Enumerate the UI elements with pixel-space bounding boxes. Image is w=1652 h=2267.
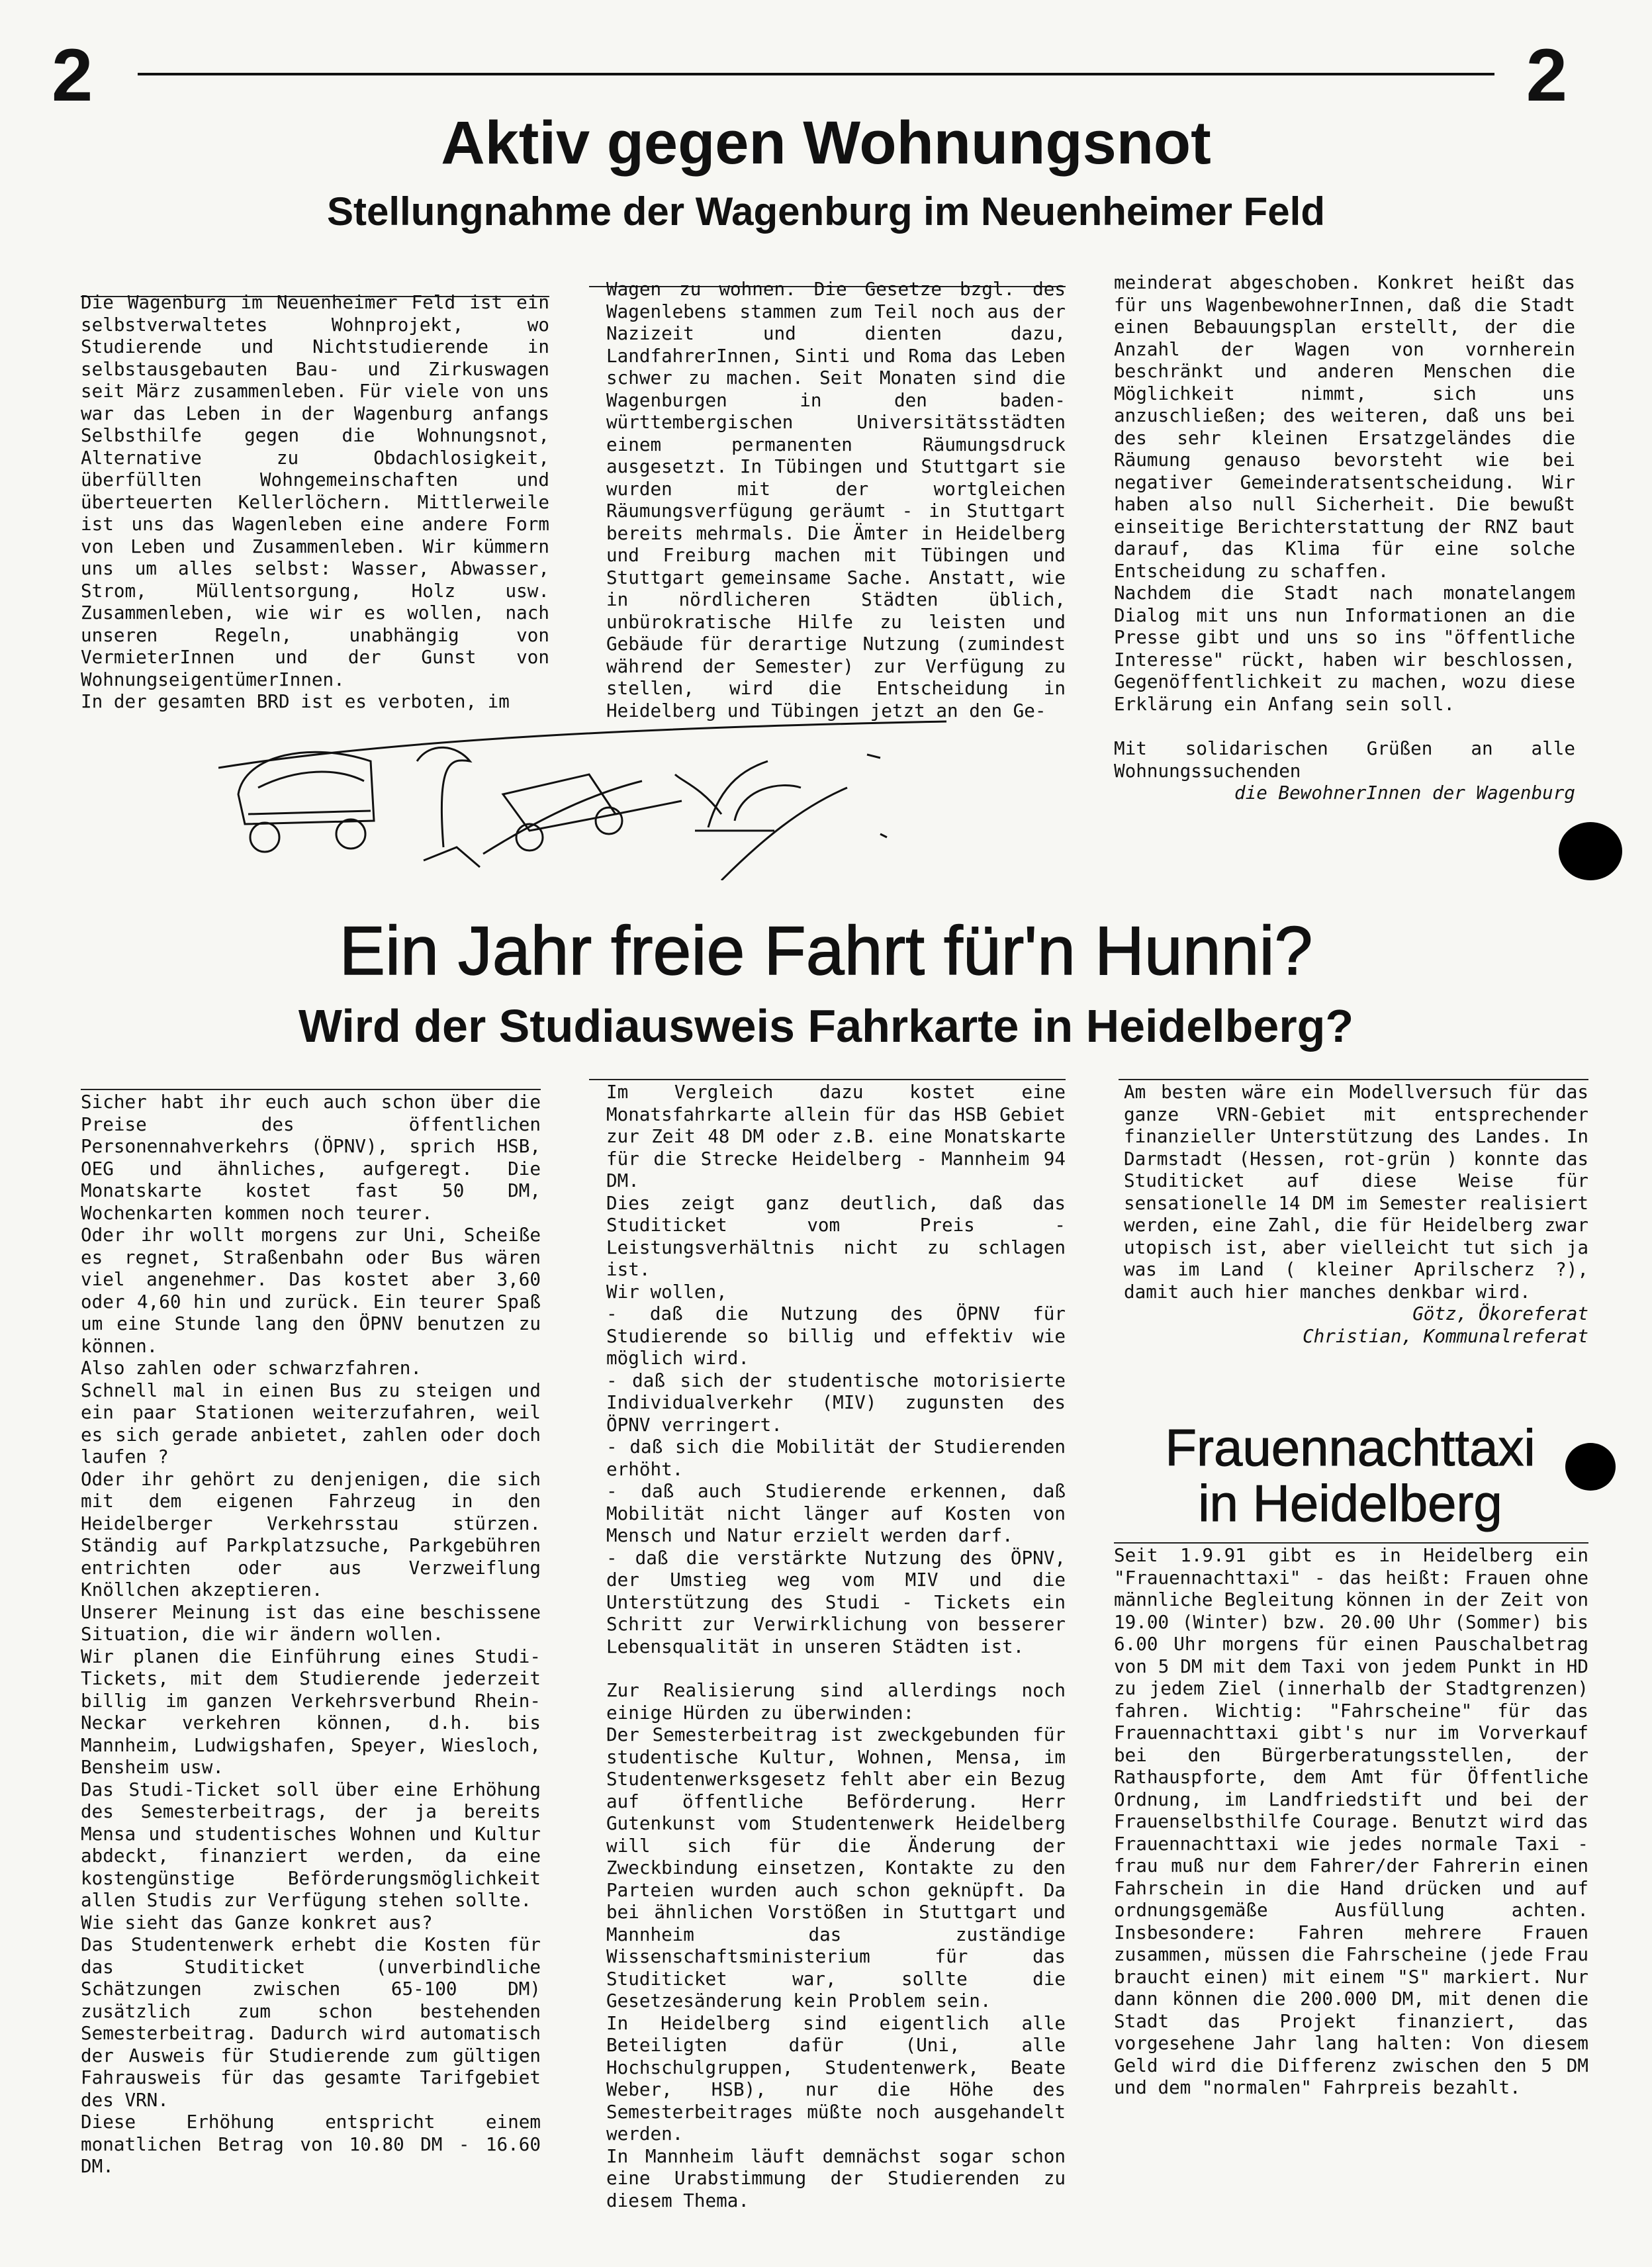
signature: die BewohnerInnen der Wagenburg: [1234, 782, 1575, 804]
list-item: - daß sich der studentische motorisierte Individualverkehr (MIV) zugunsten des ÖPNV verringert.: [606, 1369, 1066, 1436]
paragraph: Dies zeigt ganz deutlich, daß das Studiticket vom Preis - Leistungsverhältnis nicht zu schlagen ist.: [606, 1191, 1066, 1280]
paragraph: In Heidelberg sind eigentlich alle Beteiligten dafür (Uni, alle Hochschulgruppen, Studentenwerk, Beate Weber, HSB), nur die Höhe des Semesterbeitrages müßte noch ausgehandelt werden.: [606, 2012, 1066, 2145]
article2-column-2: [606, 1081, 1066, 2211]
paragraph: Das Studi-Ticket soll über eine Erhöhung des Semesterbeitrags, der ja bereits Mensa und studentisches Wohnen und Kultur abdeckt, finanziert werden, da eine kostengünstige Beförderungsmöglichkeit allen Studis zur Verfügung stehen sollte.: [81, 1778, 541, 1911]
column-rule: [1114, 1542, 1588, 1544]
paragraph: In Mannheim läuft demnächst sogar schon eine Urabstimmung der Studierenden zu diesem Thema.: [606, 2145, 1066, 2211]
signature: Christian, Kommunalreferat: [1303, 1324, 1588, 1347]
paragraph: Das Studentenwerk erhebt die Kosten für das Studiticket (unverbindliche Schätzungen zwischen 65-100 DM) zusätzlich zum schon bestehenden Semesterbeitrag. Dadurch wird automatisch der Ausweis für Studierende zum gültigen Fahrausweis für das gesamte Tarifgebiet des VRN.: [81, 1933, 541, 2111]
paragraph: In der gesamten BRD ist es verboten, im: [81, 690, 510, 712]
list-item: - daß auch Studierende erkennen, daß Mobilität nicht länger auf Kosten von Mensch und Natur erzielt werden darf.: [606, 1480, 1066, 1546]
paragraph: Am besten wäre ein Modellversuch für das ganze VRN-Gebiet mit entsprechender finanzieller Unterstützung des Landes. In Darmstadt (Hessen, rot-grün ) konnte das Studiticket auf diese Weise für sensationelle 14 DM im Semester realisiert werden, eine Zahl, die für Heidelberg zwar utopisch ist, aber vielleicht tut sich ja was im Land ( kleiner Aprilscherz ?), damit auch hier manches denkbar wird.: [1124, 1081, 1588, 1303]
column-rule: [589, 1079, 1066, 1080]
paragraph: Seit 1.9.91 gibt es in Heidelberg ein "Frauennachttaxi" - das heißt: Frauen ohne männliche Begleitung können in der Zeit von 19.00 (Winter) bzw. 20.00 Uhr (Sommer) bis 6.00 Uhr morgens für einen Pauschalbetrag von 5 DM mit dem Taxi von jedem Punkt in HD zu jedem Ziel (innerhalb der Stadtgrenzen) fahren. Wichtig: "Fahrscheine" für das Frauennachttaxi gibt's nur im Vorverkauf bei den Bürgerberatungsstellen, der Rathauspforte, dem Amt für Öffentliche Ordnung, im Landfriedstift und bei der Frauenselbsthilfe Courage. Benutzt wird das Frauennachttaxi wie jedes normale Taxi - frau muß nur dem Fahrer/der Fahrerin einen Fahrschein in die Hand drücken und auf ordnungsgemäße Ausfüllung achten. Insbesondere: Fahren mehrere Frauen zusammen, müssen die Fahrscheine (jede Frau braucht einen) mit einem "S" markiert. Nur dann können die 200.000 DM, mit denen die Stadt das Projekt finanziert, das vorgesehene Jahr lang halten: Von diesem Geld wird die Differenz zwischen den 5 DM und dem "normalen" Fahrpreis bezahlt.: [1114, 1544, 1588, 2098]
article1-column-3: [1114, 271, 1575, 804]
paragraph: Zur Realisierung sind allerdings noch einige Hürden zu überwinden:: [606, 1679, 1066, 1724]
paragraph: Schnell mal in einen Bus zu steigen und ein paar Stationen weiterzufahren, weil es sich gerade anbietet, zahlen oder doch laufen ?: [81, 1379, 541, 1467]
article2-subtitle: Wird der Studiausweis Fahrkarte in Heidelberg?: [298, 1000, 1354, 1052]
header-rule: [138, 73, 1494, 75]
paragraph: Sicher habt ihr euch auch schon über die Preise des öffentlichen Personennahverkehrs (ÖPNV), sprich HSB, OEG und ähnliches, aufgeregt. Die Monatskarte kostet fast 50 DM, Wochenkarten kommen noch teurer.: [81, 1091, 541, 1224]
article2-column-3: [1124, 1081, 1588, 1347]
paragraph: Also zahlen oder schwarzfahren.: [81, 1357, 422, 1379]
article3-title-line-1: Frauennachttaxi: [1165, 1418, 1536, 1477]
ink-blot: [1565, 1443, 1616, 1491]
article3-title: [1112, 1420, 1588, 1531]
paragraph: Im Vergleich dazu kostet eine Monatsfahrkarte allein für das HSB Gebiet zur Zeit 48 DM oder z.B. eine Monatskarte für die Strecke Heidelberg - Mannheim 94 DM.: [606, 1081, 1066, 1191]
article1-column-1: [81, 291, 549, 713]
paragraph: Die Wagenburg im Neuenheimer Feld ist ein selbstverwaltetes Wohnprojekt, wo Studierende und Nichtstudierende in selbstausgebauten Bau- und Zirkuswagen seit März zusammenleben. Für viele von uns war das Leben in der Wagenburg anfangs Selbsthilfe gegen die Wohnungsnot, Alternative zu Obdachlosigkeit, überfüllten Wohngemeinschaften und überteuerten Kellerlöchern. Mittlerweile ist uns das Wagenleben eine andere Form von Leben und Zusammenleben. Wir kümmern uns um alles selbst: Wasser, Abwasser, Strom, Müllentsorgung, Holz usw. Zusammenleben, wie wir es wollen, nach unseren Regeln, unabhängig von VermieterInnen und der Gunst von WohnungseigentümerInnen.: [81, 291, 549, 690]
signature: Götz, Ökoreferat: [1412, 1303, 1588, 1324]
paragraph: Wir planen die Einführung eines Studi-Tickets, mit dem Studierende jederzeit billig im ganzen Verkehrsverbund Rhein-Neckar verkehren können, d.h. bis Mannheim, Ludwigshafen, Speyer, Wiesloch, Bensheim usw.: [81, 1645, 541, 1778]
paragraph: meinderat abgeschoben. Konkret heißt das für uns WagenbewohnerInnen, daß die Stadt einen Bebauungsplan erstellt, der die Anzahl der Wagen von vornherein beschränkt und anderen Menschen die Möglichkeit nimmt, sich uns anzuschließen; des weiteren, daß uns bei des sehr kleinen Ersatzgeländes die Räumung genauso bevorsteht wie bei negativer Gemeinderatsentscheidung. Wir haben also null Sicherheit. Die bewußt einseitige Berichterstattung der RNZ baut darauf, das Klima für eine solche Entscheidung zu schaffen.: [1114, 271, 1575, 582]
article1-subtitle: Stellungnahme der Wagenburg im Neuenheimer Feld: [327, 189, 1325, 234]
paragraph: Wagen zu wohnen. Die Gesetze bzgl. des Wagenlebens stammen zum Teil noch aus der Nazizeit und dienten dazu, LandfahrerInnen, Sinti und Roma das Leben schwer zu machen. Seit Monaten sind die Wagenburgen in den baden-württembergischen Universitätsstädten einem permanenten Räumungsdruck ausgesetzt. In Tübingen und Stuttgart sie wurden mit der wortgleichen Räumungsverfügung geräumt - in Stuttgart bereits mehrmals. Die Ämter in Heidelberg und Freiburg machen mit Tübingen und Stuttgart gemeinsame Sache. Anstatt, wie in nördlicheren Städten üblich, unbürokratische Hilfe zu leisten und Gebäude für derartige Nutzung (zumindest während der Semester) zur Verfügung zu stellen, wird die Entscheidung in Heidelberg und Tübingen jetzt an den Ge-: [606, 278, 1066, 721]
paragraph: Der Semesterbeitrag ist zweckgebunden für studentische Kultur, Wohnen, Mensa, im Studentenwerksgesetz fehlt aber ein Bezug auf öffentliche Beförderung. Herr Gutenkunst vom Studentenwerk Heidelberg will sich für die Änderung der Zweckbindung einsetzen, Kontakte zu den Parteien wurden auch schon geknüpft. Da bei ähnlichen Vorstößen in Stuttgart und Mannheim das zuständige Wissenschaftsministerium für das Studiticket war, sollte die Gesetzesänderung kein Problem sein.: [606, 1724, 1066, 2012]
article2-title: Ein Jahr freie Fahrt für'n Hunni?: [339, 913, 1313, 990]
greeting: Mit solidarischen Grüßen an alle Wohnungssuchenden: [1114, 737, 1575, 782]
paragraph: Wie sieht das Ganze konkret aus?: [81, 1911, 433, 1933]
article3-body: [1114, 1544, 1588, 2099]
wagon-sketch-illustration: [218, 715, 953, 880]
paragraph: Wir wollen,: [606, 1280, 727, 1303]
article1-title: Aktiv gegen Wohnungsnot: [441, 109, 1211, 177]
paragraph: Nachdem die Stadt nach monatelangem Dialog mit uns nun Informationen an die Presse gibt und uns so ins "öffentliche Interesse" rückt, haben wir beschlossen, Gegenöffentlichkeit zu machen, wozu diese Erklärung ein Anfang sein soll.: [1114, 582, 1575, 715]
list-item: - daß die verstärkte Nutzung des ÖPNV, der Umstieg weg vom MIV und die Unterstützung des Studi - Tickets ein Schritt zur Verwirklichung von besserer Lebensqualität in unseren Städten ist.: [606, 1546, 1066, 1657]
article3-title-line-2: in Heidelberg: [1198, 1474, 1502, 1533]
paragraph: Oder ihr gehört zu denjenigen, die sich mit dem eigenen Fahrzeug in den Heidelberger Verkehrsstau stürzen. Ständig auf Parkplatzsuche, Parkgebühren entrichten oder aus Verzweiflung Knöllchen akzeptieren.: [81, 1467, 541, 1600]
article2-column-1: [81, 1091, 541, 2178]
article1-column-2: [606, 278, 1066, 721]
list-item: - daß die Nutzung des ÖPNV für Studierende so billig und effektiv wie möglich wird.: [606, 1303, 1066, 1369]
paragraph: Oder ihr wollt morgens zur Uni, Scheiße es regnet, Straßenbahn oder Bus wären viel angenehmer. Das kostet aber 3,60 oder 4,60 hin und zurück. Ein teurer Spaß um eine Stunde lang den ÖPNV benutzen zu können.: [81, 1224, 541, 1357]
list-item: - daß sich die Mobilität der Studierenden erhöht.: [606, 1436, 1066, 1480]
page-number-right: 2: [1526, 34, 1567, 116]
column-rule: [1119, 1079, 1588, 1080]
paragraph: Unserer Meinung ist das eine beschissene Situation, die wir ändern wollen.: [81, 1600, 541, 1645]
column-rule: [81, 1089, 541, 1090]
page-number-left: 2: [52, 34, 93, 116]
paragraph: Diese Erhöhung entspricht einem monatlichen Betrag von 10.80 DM - 16.60 DM.: [81, 2111, 541, 2177]
ink-blot: [1559, 822, 1622, 880]
